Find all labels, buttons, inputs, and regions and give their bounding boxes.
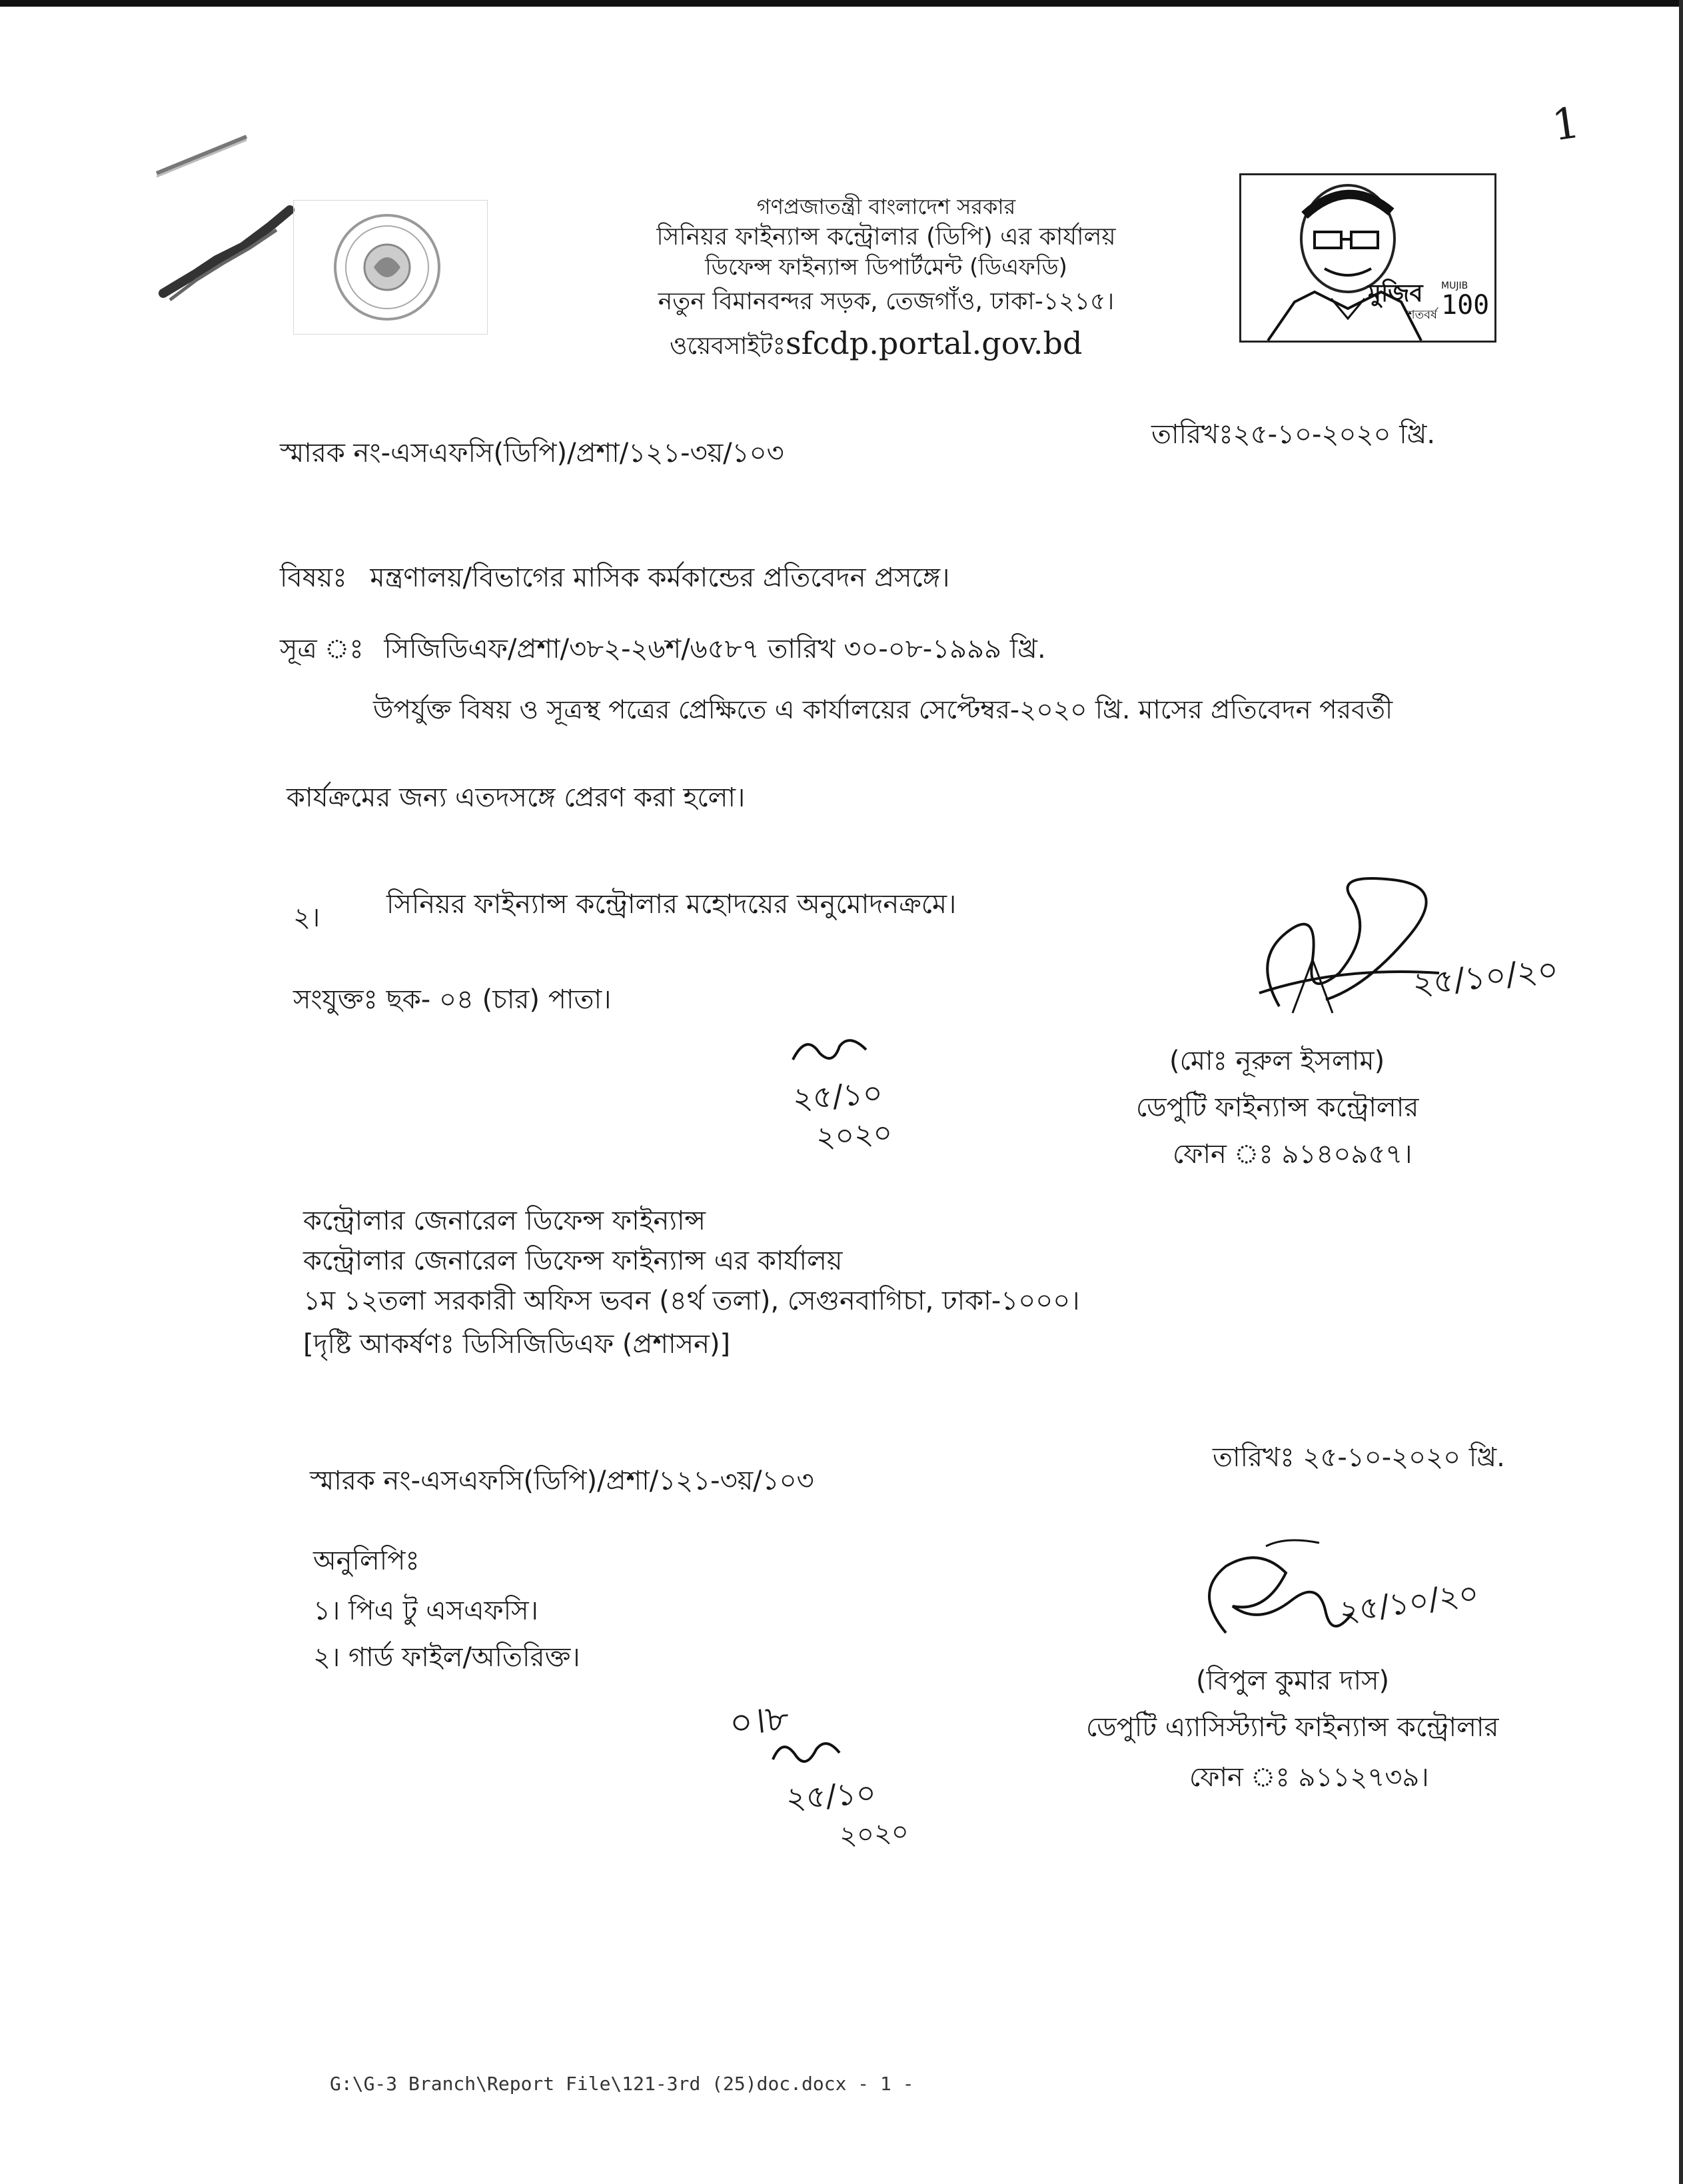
header-line-4: নতুন বিমানবন্দর সড়ক, তেজগাঁও, ঢাকা-১২১৫।	[658, 288, 1115, 315]
recipient-line-3: ১ম ১২তলা সরকারী অফিস ভবন (৪র্থ তলা), সেগুনবাগিচা, ঢাকা-১০০০।	[303, 1286, 1080, 1316]
signature-2-date: ২৫/১০/২০	[1337, 1574, 1481, 1630]
copies-item-1: ১। পিএ টু এসএফসি।	[313, 1596, 538, 1626]
reference-text: সিজিডিএফ/প্রশা/৩৮২-২৬শ/৬৫৮৭ তারিখ ৩০-০৮-১৯৯৯ খ্রি.	[384, 634, 1046, 664]
logo-mujib-en-text: MUJIB	[1441, 281, 1468, 291]
recipient-line-4: [দৃষ্টি আকর্ষণঃ ডিসিজিডিএফ (প্রশাসন)]	[303, 1329, 731, 1360]
subject-label: বিষয়ঃ	[280, 562, 347, 593]
memo-ref-2: স্মারক নং-এসএফসি(ডিপি)/প্রশা/১২১-৩য়/১০৩	[310, 1466, 814, 1496]
logo-hundred-text: 100	[1441, 290, 1490, 321]
signatory-2-name: (বিপুল কুমার দাস)	[1196, 1665, 1390, 1696]
signature-1-date: ২৫/১০/২০	[1410, 950, 1560, 1004]
subject-line	[280, 556, 949, 601]
memo-date-2: তারিখঃ ২৫-১০-২০২০ খ্রি.	[1213, 1442, 1505, 1473]
initial-1-date: ২৫/১০	[792, 1074, 884, 1117]
copies-item-2: ২। গার্ড ফাইল/অতিরিক্ত।	[313, 1642, 580, 1673]
signatory-1-phone: ফোন ঃ ৯১৪০৯৫৭।	[1173, 1139, 1412, 1170]
website-url[interactable]: sfcdp.portal.gov.bd	[785, 325, 1083, 361]
mujib-100-logo	[1239, 173, 1496, 343]
initial-2-date: ২৫/১০	[785, 1774, 877, 1817]
initial-mark-2	[766, 1733, 846, 1773]
signature-1	[1239, 860, 1559, 1033]
scan-edge-top	[0, 0, 1683, 7]
signatory-1-title: ডেপুটি ফাইন্যান্স কন্ট্রোলার	[1136, 1092, 1419, 1123]
attachment-line: সংযুক্তঃ ছক- ০৪ (চার) পাতা।	[293, 984, 612, 1015]
memo-date-1: তারিখঃ২৫-১০-২০২০ খ্রি.	[1151, 419, 1436, 450]
footer-file-path: G:\G-3 Branch\Report File\121-3rd (25)doc.docx - 1 -	[330, 2073, 914, 2095]
signatory-1-name: (মোঃ নূরুল ইসলাম)	[1169, 1046, 1385, 1076]
government-seal-icon	[294, 201, 487, 334]
reference-label: সূত্র ঃ	[280, 634, 364, 664]
header-website	[670, 325, 1082, 368]
body-para-2-number: ২।	[293, 902, 320, 933]
string-tie-mark	[157, 200, 296, 307]
recipient-line-1: কন্ট্রোলার জেনারেল ডিফেন্স ফাইন্যান্স	[303, 1206, 706, 1236]
body-para-2-text: সিনিয়র ফাইন্যান্স কন্ট্রোলার মহোদয়ের অনুমোদনক্রমে।	[386, 889, 957, 920]
initial-1-year: ২০২০	[815, 1116, 893, 1155]
copies-label: অনুলিপিঃ	[313, 1546, 420, 1576]
signatory-2-phone: ফোন ঃ ৯১১২৭৩৯।	[1189, 1762, 1429, 1793]
subject-text: মন্ত্রণালয়/বিভাগের মাসিক কর্মকান্ডের প্রতিবেদন প্রসঙ্গে।	[370, 562, 950, 593]
initial-mark-1	[786, 1026, 879, 1073]
header-line-3: ডিফেন্স ফাইন্যান্স ডিপার্টমেন্ট (ডিএফডি)	[705, 254, 1067, 281]
website-label: ওয়েবসাইটঃ	[670, 333, 786, 360]
initial-2-mark: ০।৮	[727, 1696, 792, 1745]
header-line-2: সিনিয়র ফাইন্যান্স কন্ট্রোলার (ডিপি) এর কার্যালয়	[656, 223, 1116, 251]
memo-ref-1: স্মারক নং-এসএফসি(ডিপি)/প্রশা/১২১-৩য়/১০৩	[280, 438, 784, 469]
signatory-2-title: ডেপুটি এ্যাসিস্ট্যান্ট ফাইন্যান্স কন্ট্রোলার	[1086, 1712, 1499, 1743]
body-para-1-line-2: কার্যক্রমের জন্য এতদসঙ্গে প্রেরণ করা হলো।	[286, 782, 746, 813]
page-number-mark: 1	[1549, 98, 1583, 151]
recipient-line-2: কন্ট্রোলার জেনারেল ডিফেন্স ফাইন্যান্স এর কার্যালয়	[303, 1246, 843, 1276]
initial-2-year: ২০২০	[838, 1816, 910, 1852]
scan-edge-right	[1679, 0, 1683, 2184]
body-para-1-line-1: উপর্যুক্ত বিষয় ও সূত্রস্থ পত্রের প্রেক্ষিতে এ কার্যালয়ের সেপ্টেম্বর-২০২০ খ্রি. মাসের প্রতিবেদন পরবর্তী	[373, 695, 1393, 725]
seal-box	[293, 200, 488, 335]
reference-line	[280, 628, 1046, 672]
staple-mark	[153, 130, 253, 183]
logo-mujib-text: মুজিব	[1368, 280, 1423, 307]
header-line-1: গণপ্রজাতন্ত্রী বাংলাদেশ সরকার	[756, 194, 1016, 219]
logo-shotobarsho-text: শতবর্ষ	[1408, 308, 1438, 322]
